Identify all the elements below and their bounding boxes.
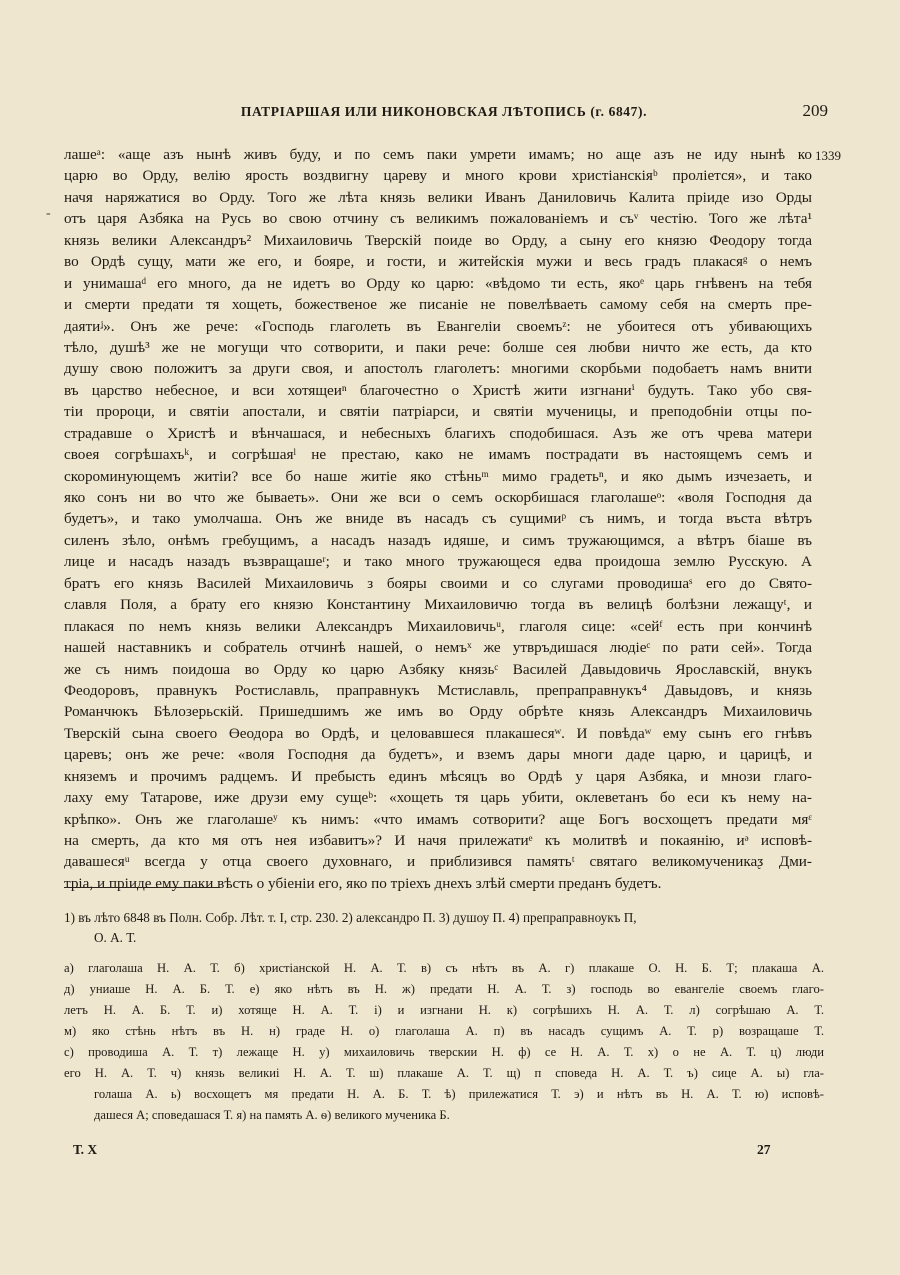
line-34: давашесяᵘ всегда у отца своего духовнаго, и приблизився памятьᵗ святаго великомученикаᶚ Дми- [64, 853, 812, 871]
line-31: лаху ему Татарове, иже друзи ему сущеᵇ: «хощеть тя царь убити, оклеветанъ бо еси къ нему на- [64, 789, 812, 807]
line-11: душу свою положитъ за други своя, и апостолъ глаголетъ: многими скорбьми подобаетъ намъ внити [64, 360, 812, 378]
line-6: во Ордѣ сущу, мати же его, и бояре, и гости, и житейскія мужи и весь градъ плакасяᵍ о немъ [64, 253, 812, 271]
footnote-divider [64, 887, 220, 888]
line-23: плакася по немъ князь велики Александръ Михаиловичьᵘ, глаголя сице: «сейᶠ есть при кончинѣ [64, 617, 812, 635]
line-22: славля Поля, а брату его князю Константину Михаиловичю тогда въ велицѣ болѣзни лежащуᵗ, и [64, 596, 812, 614]
line-3: начя наряжатися во Орду. Того же лѣта князь велики Иванъ Даниловичь Калита пріиде изо Орды [64, 188, 812, 206]
variant-line-8: дашеся А; споведашася Т. я) на память А. ѳ) великого мученика Б. [94, 1108, 450, 1122]
line-7: и унимашаᵈ его много, да не идетъ во Орду ко царю: «вѣдомо ти есть, якоᵉ царь гнѣвенъ на тебя [64, 274, 812, 292]
line-24: нашей наставникъ и собратель отчинѣ нашей, о немъˣ же утвръдишася людіеᶜ по рати сей». Тогда [64, 639, 812, 657]
margin-mark: - [46, 206, 51, 221]
sheet-number: 27 [757, 1142, 771, 1157]
line-1: лашеᵃ: «аще азъ нынѣ живъ буду, и по семъ паки умрети имамъ; но аще азъ не иду нынѣ ко [64, 146, 812, 163]
line-4: отъ царя Азбяка на Русь во свою отчину съ великимъ пожалованіемъ и съᵛ честію. Того же лѣта¹ [64, 210, 812, 228]
line-26: Феодоровъ, правнукъ Ростиславль, праправнукъ Мстиславль, препраправнукъ⁴ Давыдовъ, и князь [64, 681, 812, 699]
variant-line-4: м) яко стѣнь нѣтъ въ Н. н) граде Н. о) глаголаша А. п) въ насадъ сущимъ А. Т. р) возращаше Т. [64, 1024, 824, 1038]
note-line-1: 1) въ лѣто 6848 въ Полн. Собр. Лѣт. т. I, стр. 230. 2) александро П. 3) душоу П. 4) препраправноукъ П, [64, 910, 637, 925]
signature-mark: Т. X [73, 1142, 98, 1157]
line-30: княземъ и прочимъ радцемъ. И пребысть единъ мѣсяцъ во Ордѣ у царя Азбяка, и мнози глаго- [64, 767, 812, 785]
line-18: будетъ», и тако умолчаша. Онъ же вниде въ насадъ съ сущимиᵖ съ нимъ, и тогда въста вѣтръ [64, 510, 812, 528]
main-text [64, 144, 812, 894]
line-25: же съ нимъ поидоша во Орду ко царю Азбяку князьᶜ Василей Давыдовичь Ярославскій, внукъ [64, 660, 812, 678]
line-17: яко сонъ ни во что же бываеть». Они же вси о семъ оскорбишася глаголашеᵒ: «воля Господня да [64, 489, 812, 506]
footnotes [64, 908, 824, 948]
line-21: братъ его князь Василей Михаиловичь з бояры своими и со слугами проводишаˢ его до Свято- [64, 574, 812, 592]
line-2: царю во Орду, велію ярость воздвигну цареву и много крови христіанскіяᵇ проліется», и тако [64, 167, 812, 185]
variant-line-3: летъ Н. А. Б. Т. и) хотяще Н. А. Т. і) и изгнани Н. к) согрѣшихъ Н. А. Т. л) согрѣшаю А. Т. [64, 1003, 824, 1017]
line-8: и смерти предати тя хощеть, божественое же писаніе не повелѣваеть самому себя на смерть пре- [64, 296, 812, 314]
line-20: лице и насадъ назадъ възвращашеʳ; и тако много тружающеся едва проидоша землю Русскую. А [64, 553, 812, 571]
variant-line-1: а) глаголаша Н. А. Т. б) христіанской Н. А. Т. в) съ нѣтъ въ А. г) плакаше О. Н. Б. Т; плакаша А. [64, 961, 824, 975]
line-12: въ царство небесное, и вси хотящеиⁿ благочестно о Христѣ жити изгнаниⁱ будуть. Тако убо свя- [64, 381, 812, 399]
line-19: силенъ зѣло, онѣмъ гребущимъ, а насадъ назадъ идяше, и симъ тружающимся, а вѣтръ біаше въ [64, 531, 812, 549]
variant-line-7: голаша А. ь) восхощетъ мя предати Н. А. Б. Т. ѣ) прилежатися Т. э) и нѣтъ въ Н. А. Т. ю) исповѣ- [94, 1087, 824, 1101]
variant-line-6: его Н. А. Т. ч) князь великиі Н. А. Т. ш) плакаше А. Т. щ) п споведа Н. А. Т. ъ) сице А. ы) гла- [64, 1066, 824, 1080]
line-28: Тверскій сына своего Өеодора во Ордѣ, и целовавшеся плакашесяʷ. И повѣдаʷ ему сынъ его гнѣвъ [64, 724, 812, 742]
line-29: царевъ; онъ же рече: «воля Господня да будетъ», и вземъ дары многи даде царю, и царицѣ, и [64, 746, 812, 764]
line-14: страдавше о Христѣ и вѣнчашася, и небесныхъ благихъ сподобишася. Азъ же отъ чрева матери [64, 424, 812, 442]
line-5: князь велики Александръ² Михаиловичь Тверскій поиде во Орду, а сыну его князю Феодору тогда [64, 231, 812, 249]
margin-year: 1339 [815, 148, 841, 163]
running-header [60, 101, 828, 128]
line-33: на смерть, да кто мя отъ нея избавитъ»? И начя прилежатиᵉ къ молитвѣ и покаянію, иᵊ исповѣ- [64, 832, 812, 849]
line-9: даятиᶨ». Онъ же рече: «Господь глаголеть въ Евангеліи своемъᶻ: не убоитеся отъ убивающихъ [64, 317, 812, 335]
line-35: тріа, и пріиде ему паки вѣсть о убіеніи его, яко по тріехъ днехъ злѣй смерти преданъ будетъ. [64, 874, 662, 892]
variant-line-5: с) проводиша А. Т. т) лежаще Н. у) михаиловичь тверскии Н. ф) се Н. А. Т. х) о не А. Т. ц) люди [64, 1045, 824, 1059]
variant-readings [64, 958, 824, 1126]
line-13: тіи пророци, и святіи апостали, и святіи патріарси, и святіи мученицы, и преподобніи отцы по- [64, 403, 812, 421]
line-27: Романчюкъ Бѣлозерьскій. Пришедшимъ же имъ во Орду обрѣте князь Александръ Михаиловичь [64, 703, 812, 721]
line-15: своея согрѣшахъᵏ, и согрѣшаяˡ не престаю, како не имамъ пострадати въ настоящемъ семъ и [64, 446, 812, 464]
page-number: 209 [802, 101, 828, 120]
line-32: крѣпко». Онъ же глаголашеʸ къ нимъ: «что имамъ сотворити? аще Богъ восхощетъ предати мяᵋ [64, 810, 812, 828]
line-10: тѣло, душѣ³ же не могущи что сотворити, и паки рече: болше сея любви ничто же есть, да кто [64, 338, 812, 356]
note-line-2: О. А. Т. [94, 930, 137, 945]
variant-line-2: д) униаше Н. А. Б. Т. е) яко нѣтъ въ Н. ж) предати Н. А. Т. з) господь во евангеліе своемъ глаго- [64, 982, 824, 996]
running-title: ПАТРІАРШАЯ ИЛИ НИКОНОВСКАЯ ЛѢТОПИСЬ (г. 6847). [240, 104, 648, 119]
line-16: скороминующемъ житіи? все бо наше житіе яко стѣньᵐ мимо градетьⁿ, и яко дымъ изчезаеть, и [64, 467, 812, 485]
